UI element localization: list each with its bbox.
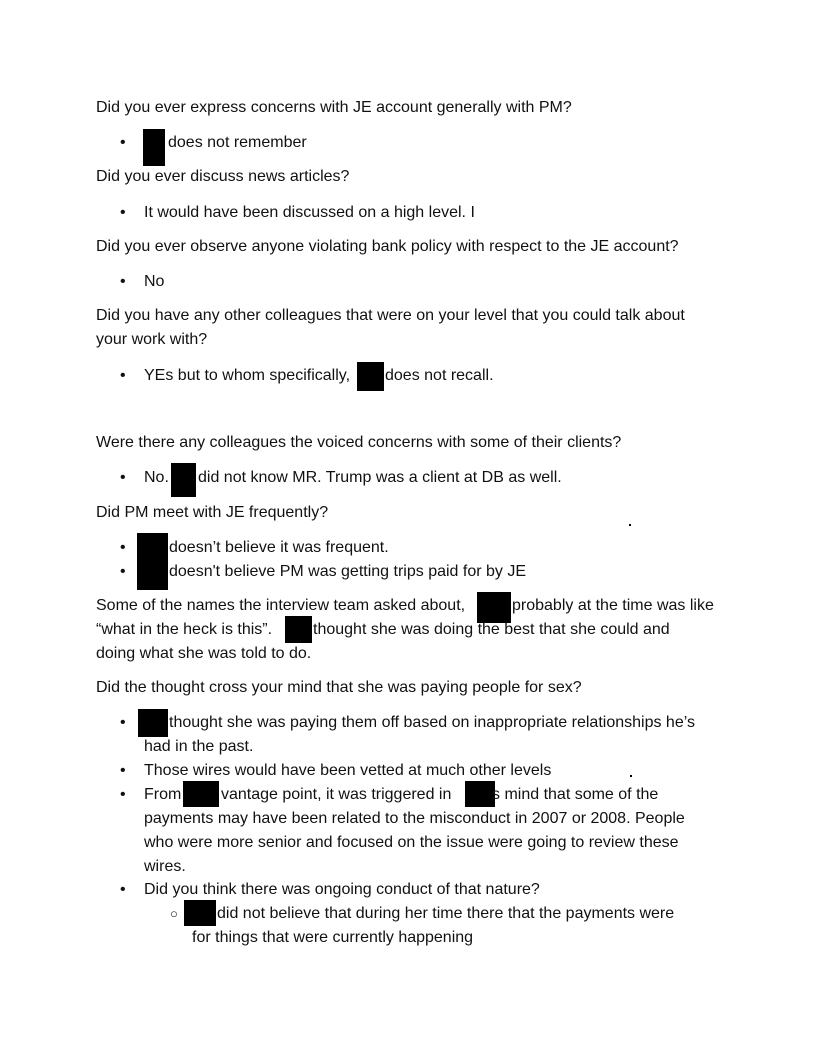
sub-bullet: ○	[170, 906, 178, 921]
bullet: •	[120, 563, 126, 580]
bullet: •	[120, 204, 126, 221]
bullet: •	[120, 714, 126, 731]
answer-vantage-part3: s mind that some of the	[492, 786, 659, 803]
paragraph-line2-part1: “what in the heck is this”.	[96, 621, 273, 638]
answer-vantage-part1: From	[144, 786, 182, 803]
paragraph-line1-part2: probably at the time was like	[512, 597, 714, 614]
answer-wires-vetted: Those wires would have been vetted at much other levels	[144, 762, 552, 779]
redaction	[357, 362, 384, 391]
answer-payments-line2: for things that were currently happening	[192, 929, 474, 946]
bullet: •	[120, 786, 126, 803]
answer-not-frequent: doesn’t believe it was frequent.	[169, 539, 389, 556]
bullet: •	[120, 134, 126, 151]
answer-trips: doesn't believe PM was getting trips paid for by JE	[169, 563, 527, 580]
answer-vantage-line3: who were more senior and focused on the issue were going to review these	[144, 834, 679, 851]
question-ongoing-conduct: Did you think there was ongoing conduct of that nature?	[144, 881, 540, 898]
speck	[630, 775, 632, 777]
question-news-articles: Did you ever discuss news articles?	[96, 168, 350, 185]
redaction	[171, 463, 196, 497]
paragraph-line1-part1: Some of the names the interview team asked about,	[96, 597, 466, 614]
redaction	[137, 533, 168, 590]
bullet: •	[120, 367, 126, 384]
question-concerns-je-account: Did you ever express concerns with JE account generally with PM?	[96, 99, 572, 116]
answer-does-not-remember: does not remember	[168, 134, 307, 151]
redaction	[285, 616, 312, 643]
bullet: •	[120, 469, 126, 486]
answer-paying-off-line1: thought she was paying them off based on inappropriate relationships he’s	[169, 714, 695, 731]
answer-no-part2: did not know MR. Trump was a client at DB as well.	[198, 469, 562, 486]
answer-yes-part1: YEs but to whom specifically,	[144, 367, 351, 384]
answer-no: No	[144, 273, 165, 290]
question-colleagues-line2: your work with?	[96, 331, 208, 348]
bullet: •	[120, 273, 126, 290]
bullet: •	[120, 762, 126, 779]
answer-paying-off-line2: had in the past.	[144, 738, 254, 755]
redaction	[465, 781, 495, 807]
redaction	[183, 781, 219, 807]
question-thought-cross-mind: Did the thought cross your mind that she was paying people for sex?	[96, 679, 582, 696]
answer-vantage-part2: vantage point, it was triggered in	[221, 786, 452, 803]
answer-payments-line1: did not believe that during her time there that the payments were	[217, 905, 675, 922]
answer-yes-part2: does not recall.	[385, 367, 494, 384]
bullet: •	[120, 539, 126, 556]
redaction	[143, 129, 165, 166]
bullet: •	[120, 881, 126, 898]
answer-high-level: It would have been discussed on a high level. I	[144, 204, 475, 221]
answer-vantage-line2: payments may have been related to the misconduct in 2007 or 2008. People	[144, 810, 685, 827]
redaction	[184, 900, 216, 926]
redaction	[138, 709, 168, 737]
paragraph-line2-part2: thought she was doing the best that she could and	[313, 621, 670, 638]
question-bank-policy: Did you ever observe anyone violating bank policy with respect to the JE account?	[96, 238, 679, 255]
question-voiced-concerns: Were there any colleagues the voiced concerns with some of their clients?	[96, 434, 622, 451]
paragraph-line3: doing what she was told to do.	[96, 645, 312, 662]
speck	[629, 524, 631, 526]
question-pm-meet-je: Did PM meet with JE frequently?	[96, 504, 329, 521]
answer-vantage-line4: wires.	[144, 858, 186, 875]
question-colleagues-line1: Did you have any other colleagues that were on your level that you could talk about	[96, 307, 685, 324]
answer-no-part1: No.	[144, 469, 169, 486]
